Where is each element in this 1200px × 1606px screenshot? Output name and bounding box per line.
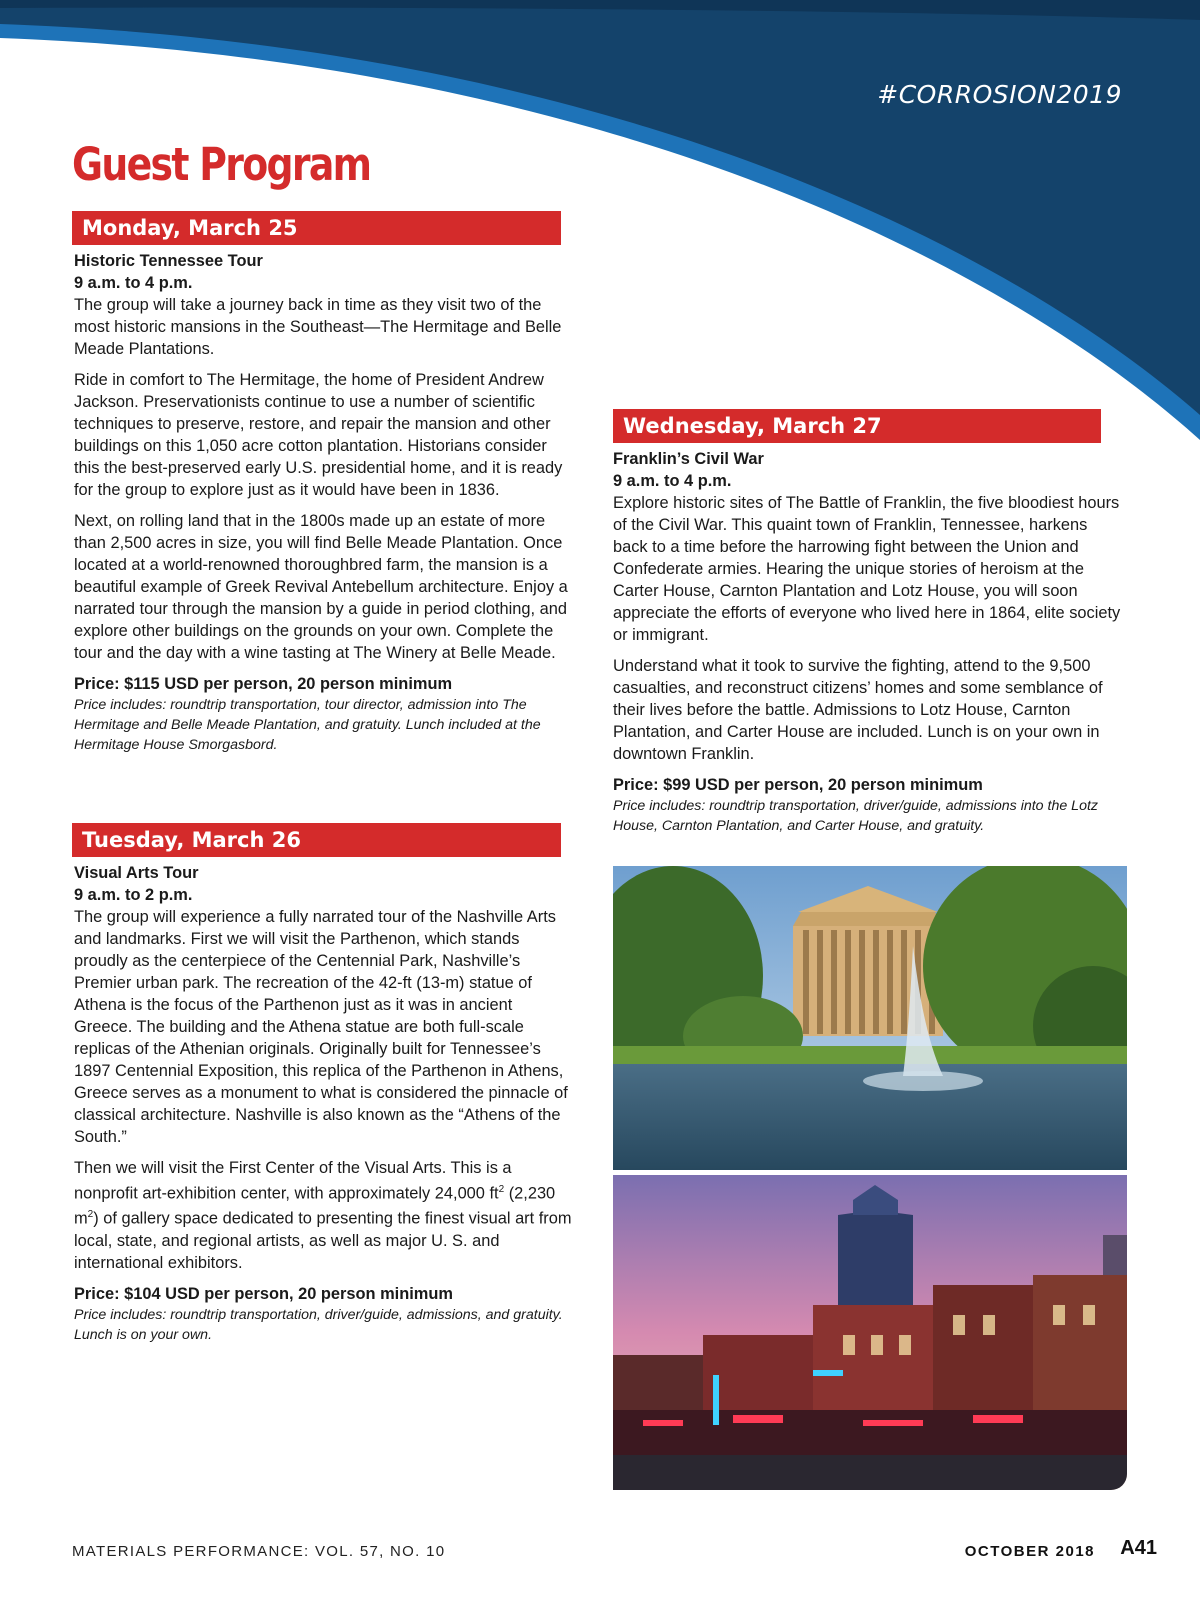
price-includes: Price includes: roundtrip transportation, driver/guide, admissions, and gratuity. Lunch is on your own. — [74, 1306, 563, 1343]
event-hashtag: #CORROSION2019 — [877, 80, 1122, 109]
day-bar-wednesday: Wednesday, March 27 — [613, 409, 1101, 443]
tour-name: Visual Arts Tour — [74, 864, 199, 882]
tour-name: Franklin’s Civil War — [613, 450, 764, 468]
tour-time: 9 a.m. to 4 p.m. — [613, 472, 732, 490]
tour-description: Explore historic sites of The Battle of Franklin, the five bloodiest hours of the Civil War. This quaint town of Franklin, Tennessee, harkens back to a time before the harrowing fight between the Union and Confederate armies. Hearing the unique stories of heroism at the Carter House, Carnton Plantation and Lotz House, you will soon appreciate the efforts of everyone who lived here in 1864, elite society or immigrant. — [613, 494, 1121, 644]
tour-description: Then we will visit the First Center of the Visual Arts. This is a nonprofit art-exhibition center, with approximately 24,000 $ft^2$ (2,230 $m^2$) of gallery space dedicated to presenting the finest visual art from local, state, and regional artists, as well as major U. S. and international exhibitors. — [74, 1159, 572, 1272]
wednesday-section — [613, 448, 1126, 836]
tour-price: Price: $99 USD per person, 20 person minimum — [613, 776, 983, 794]
tour-description: The group will take a journey back in time as they visit two of the most historic mansions in the Southeast—The Hermitage and Belle Meade Plantations. — [74, 296, 562, 358]
tour-description: Understand what it took to survive the fighting, attend to the 9,500 casualties, and reconstruct citizens’ homes and some semblance of their lives before the battle. Admissions to Lotz House, Carnton Plantation, and Carter House are included. Lunch is on your own in downtown Franklin. — [613, 657, 1103, 763]
page-number: A41 — [1120, 1537, 1157, 1559]
issue-date: OCTOBER 2018 — [964, 1543, 1095, 1560]
parthenon-photo — [613, 866, 1127, 1170]
tour-name: Historic Tennessee Tour — [74, 252, 263, 270]
publication-info: MATERIALS PERFORMANCE: VOL. 57, NO. 10 — [72, 1543, 446, 1560]
tour-time: 9 a.m. to 4 p.m. — [74, 274, 193, 292]
price-includes: Price includes: roundtrip transportation, driver/guide, admissions into the Lotz House, Carnton Plantation, and Carter House, and gratuity. — [613, 798, 1098, 834]
tour-description: Next, on rolling land that in the 1800s made up an estate of more than 2,500 acres in size, you will find Belle Meade Plantation. Once located at a world-renowned thoroughbred farm, the mansion is a beautiful example of Greek Revival Antebellum architecture. Enjoy a narrated tour through the mansion by a guide in period clothing, and explore other buildings on the grounds on your own. Complete the tour and the day with a wine tasting at The Winery at Belle Meade. — [74, 512, 568, 662]
tour-price: Price: $115 USD per person, 20 person minimum — [74, 675, 453, 693]
tour-time: 9 a.m. to 2 p.m. — [74, 886, 193, 904]
tour-description: The group will experience a fully narrated tour of the Nashville Arts and landmarks. First we will visit the Parthenon, which stands proudly as the centerpiece of the Centennial Park, Nashville’s Premier urban park. The recreation of the 42-ft (13-m) statue of Athena is the focus of the Parthenon just as it was in ancient Greece. The building and the Athena statue are both full-scale replicas of the Athenian originals. Originally built for Tennessee’s 1897 Centennial Exposition, this replica of the Parthenon in Athens, Greece serves as a monument to what is considered the pinnacle of classical architecture. Nashville is also known as the “Athens of the South.” — [74, 908, 568, 1146]
day-bar-tuesday: Tuesday, March 26 — [72, 823, 561, 857]
tuesday-section — [74, 862, 574, 1345]
tour-description: Ride in comfort to The Hermitage, the home of President Andrew Jackson. Preservationists continue to use a number of scientific techniques to preserve, restore, and repair the mansion and other buildings on this 1,050 acre cotton plantation. Historians consider this the best-preserved early U.S. presidential home, and it is ready for the group to explore just as it would have been in 1836. — [74, 371, 563, 499]
price-includes: Price includes: roundtrip transportation, tour director, admission into The Hermitage and Belle Meade Plantation, and gratuity. Lunch included at the Hermitage House Smorgasbord. — [74, 697, 541, 753]
broadway-nashville-photo — [613, 1175, 1127, 1490]
page-title: Guest Program — [72, 138, 371, 191]
day-bar-monday: Monday, March 25 — [72, 211, 561, 245]
monday-section — [74, 250, 574, 755]
tour-price: Price: $104 USD per person, 20 person minimum — [74, 1284, 453, 1303]
